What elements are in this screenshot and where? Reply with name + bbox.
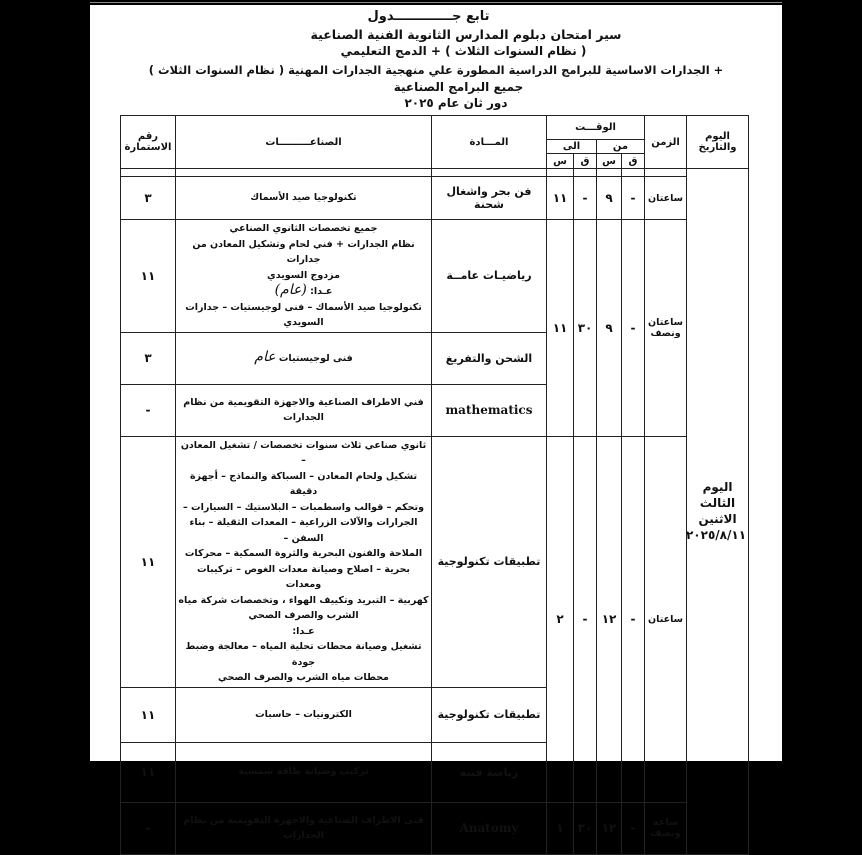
- header-line-4: + الجدارات الاساسية للبرامج الدراسية المطورة علي منهجية الجدارات المهنية ( نظام السنوات الثلاث ): [148, 63, 724, 77]
- day-line-1: اليوم: [702, 480, 733, 495]
- form-number-cell: ٣: [121, 177, 176, 220]
- from-hour-cell: ٩: [597, 220, 622, 437]
- to-minute-cell: ٣٠: [574, 220, 597, 437]
- col-header-form-number: رقم الاستمارة: [121, 116, 176, 169]
- industries-cell: تركيب وصيانة طاقة شمسية: [176, 742, 432, 802]
- col-header-subject: المـــادة: [432, 116, 547, 169]
- industries-line: محطات مياه الشرب والصرف الصحي: [218, 672, 389, 683]
- industries-line: عـدا:: [292, 625, 315, 637]
- from-hour-cell: ١٢: [597, 436, 622, 802]
- to-hour-cell: ١: [547, 802, 574, 854]
- industries-line: وتحكم – قوالب واسطمبات – البلاستيك – السيارات –: [183, 501, 424, 513]
- col-header-from: من: [597, 140, 645, 154]
- industries-cell: الكترونيات – حاسبات: [176, 687, 432, 742]
- from-minute-cell: -: [622, 220, 645, 437]
- industries-line: تشكيل ولحام المعادن – السباكة والنماذج – أجهزة دقيقة: [189, 470, 418, 497]
- industries-cell: تكنولوجيا صيد الأسماك: [176, 177, 432, 220]
- exam-schedule-table: [120, 115, 749, 855]
- industries-line: تكنولوجيا صيد الأسماك – فنى لوجيستيات – جدارات: [185, 301, 422, 313]
- viewer-background-right: [782, 0, 862, 761]
- col-header-to-minute: ق: [574, 154, 597, 169]
- col-header-from-hour: س: [597, 154, 622, 169]
- subject-cell: Anatomy: [432, 802, 547, 854]
- industries-line: الجدارات: [283, 830, 324, 841]
- industries-line: ثانوي صناعي ثلاث سنوات تخصصات / تشغيل المعادن –: [180, 439, 427, 466]
- handwritten-note: عام: [254, 348, 276, 365]
- industries-line: الجرارات والآلات الزراعية – المعدات الثقيلة – بناء السفن –: [189, 517, 418, 544]
- subject-cell: فن بحر واشغال شحنة: [432, 177, 547, 220]
- industries-line: عـدا: (عام): [274, 282, 333, 298]
- form-number-cell: ١١: [121, 436, 176, 687]
- industries-line: الجدارات: [283, 412, 324, 423]
- from-hour-cell: ٩: [597, 177, 622, 220]
- header-line-2: سير امتحان دبلوم المدارس الثانوية الفنية الصناعية: [310, 27, 622, 42]
- duration-cell: ساعتان: [645, 436, 687, 802]
- form-number-cell: ٣: [121, 332, 176, 384]
- subject-cell: رياضيـات عامــة: [432, 220, 547, 333]
- col-header-day: اليوم والتاريخ: [687, 116, 749, 169]
- table-row: [121, 220, 749, 333]
- form-number-cell: ١١: [121, 687, 176, 742]
- to-hour-cell: ١١: [547, 220, 574, 437]
- day-line-4: ٢٠٢٥/٨/١١: [685, 528, 747, 543]
- industries-line: جميع تخصصات الثانوي الصناعي: [229, 223, 378, 234]
- col-header-duration: الزمن: [645, 116, 687, 169]
- to-minute-cell: ٣٠: [574, 802, 597, 854]
- document-header: [90, 5, 782, 117]
- col-header-to-hour: س: [547, 154, 574, 169]
- document-page: [90, 5, 782, 841]
- duration-cell: ساعتان: [645, 177, 687, 220]
- from-hour-cell: ١٢: [597, 802, 622, 854]
- col-header-time: الوقـــت: [547, 116, 645, 140]
- table-row: [121, 802, 749, 854]
- header-line-5: جميع البرامج الصناعية: [393, 80, 524, 94]
- to-minute-cell: -: [574, 177, 597, 220]
- industries-cell: [176, 436, 432, 687]
- industries-cell: [176, 220, 432, 333]
- header-line-1: تابع جـــــــــــــدول: [367, 9, 490, 24]
- form-number-cell: ١١: [121, 220, 176, 333]
- col-header-from-minute: ق: [622, 154, 645, 169]
- subject-cell: تطبيقات تكنولوجية: [432, 436, 547, 687]
- industries-line: نظام الجدارات + فني لحام وتشكيل المعادن من جدارات: [192, 238, 415, 265]
- industries-line: الشرب والصرف الصحي: [248, 610, 359, 621]
- handwritten-note: (عام): [274, 282, 307, 298]
- to-minute-cell: -: [574, 436, 597, 802]
- subject-cell: رياضة فنيه: [432, 742, 547, 802]
- header-line-3: ( نظام السنوات الثلاث ) + الدمج التعليمي: [340, 44, 587, 58]
- from-minute-cell: -: [622, 177, 645, 220]
- industries-line: كهربية – التبريد وتكييف الهواء ، وتخصصات شركة مياه: [178, 594, 429, 606]
- duration-cell: ساعتان ونصف: [645, 220, 687, 437]
- table-row: [121, 177, 749, 220]
- to-hour-cell: ٢: [547, 436, 574, 802]
- subject-cell: تطبيقات تكنولوجية: [432, 687, 547, 742]
- col-header-industries: الصناعـــــــــات: [176, 116, 432, 169]
- industries-line: تشغيل وصيانة محطات تحلية المياه – معالجة وضبط جودة: [185, 641, 422, 668]
- day-line-3: الاثنين: [698, 512, 737, 527]
- industries-line: فني الاطراف الصناعية والاجهزة التقويمية من نظام: [183, 814, 424, 826]
- industries-cell: [176, 802, 432, 854]
- form-number-cell: -: [121, 802, 176, 854]
- industries-cell: [176, 384, 432, 436]
- table-row: [121, 436, 749, 687]
- subject-cell: الشحن والتفريغ: [432, 332, 547, 384]
- header-line-6: دور ثان عام ٢٠٢٥: [404, 96, 508, 110]
- industries-line: الملاحة والفنون البحرية والثروة السمكية – محركات: [184, 548, 423, 559]
- industries-line: مزدوج السويدي: [267, 269, 340, 281]
- day-date-cell: [687, 169, 749, 855]
- from-minute-cell: -: [622, 436, 645, 802]
- day-line-2: الثالث: [699, 496, 736, 511]
- industries-line: فني الاطراف الصناعية والاجهزة التقويمية من نظام: [183, 396, 424, 408]
- subject-cell: mathematics: [432, 384, 547, 436]
- industries-cell: فنى لوجيستيات عام: [176, 332, 432, 384]
- top-edge-line: [90, 2, 784, 3]
- col-header-to: الى: [547, 140, 597, 154]
- form-number-cell: ١١: [121, 742, 176, 802]
- duration-cell: ساعة ونصف: [645, 802, 687, 854]
- to-hour-cell: ١١: [547, 177, 574, 220]
- industries-line: بحرية – اصلاح وصيانة معدات الغوص – تركيبات ومعدات: [197, 563, 410, 590]
- industries-line: السويدي: [283, 317, 324, 328]
- form-number-cell: -: [121, 384, 176, 436]
- from-minute-cell: -: [622, 802, 645, 854]
